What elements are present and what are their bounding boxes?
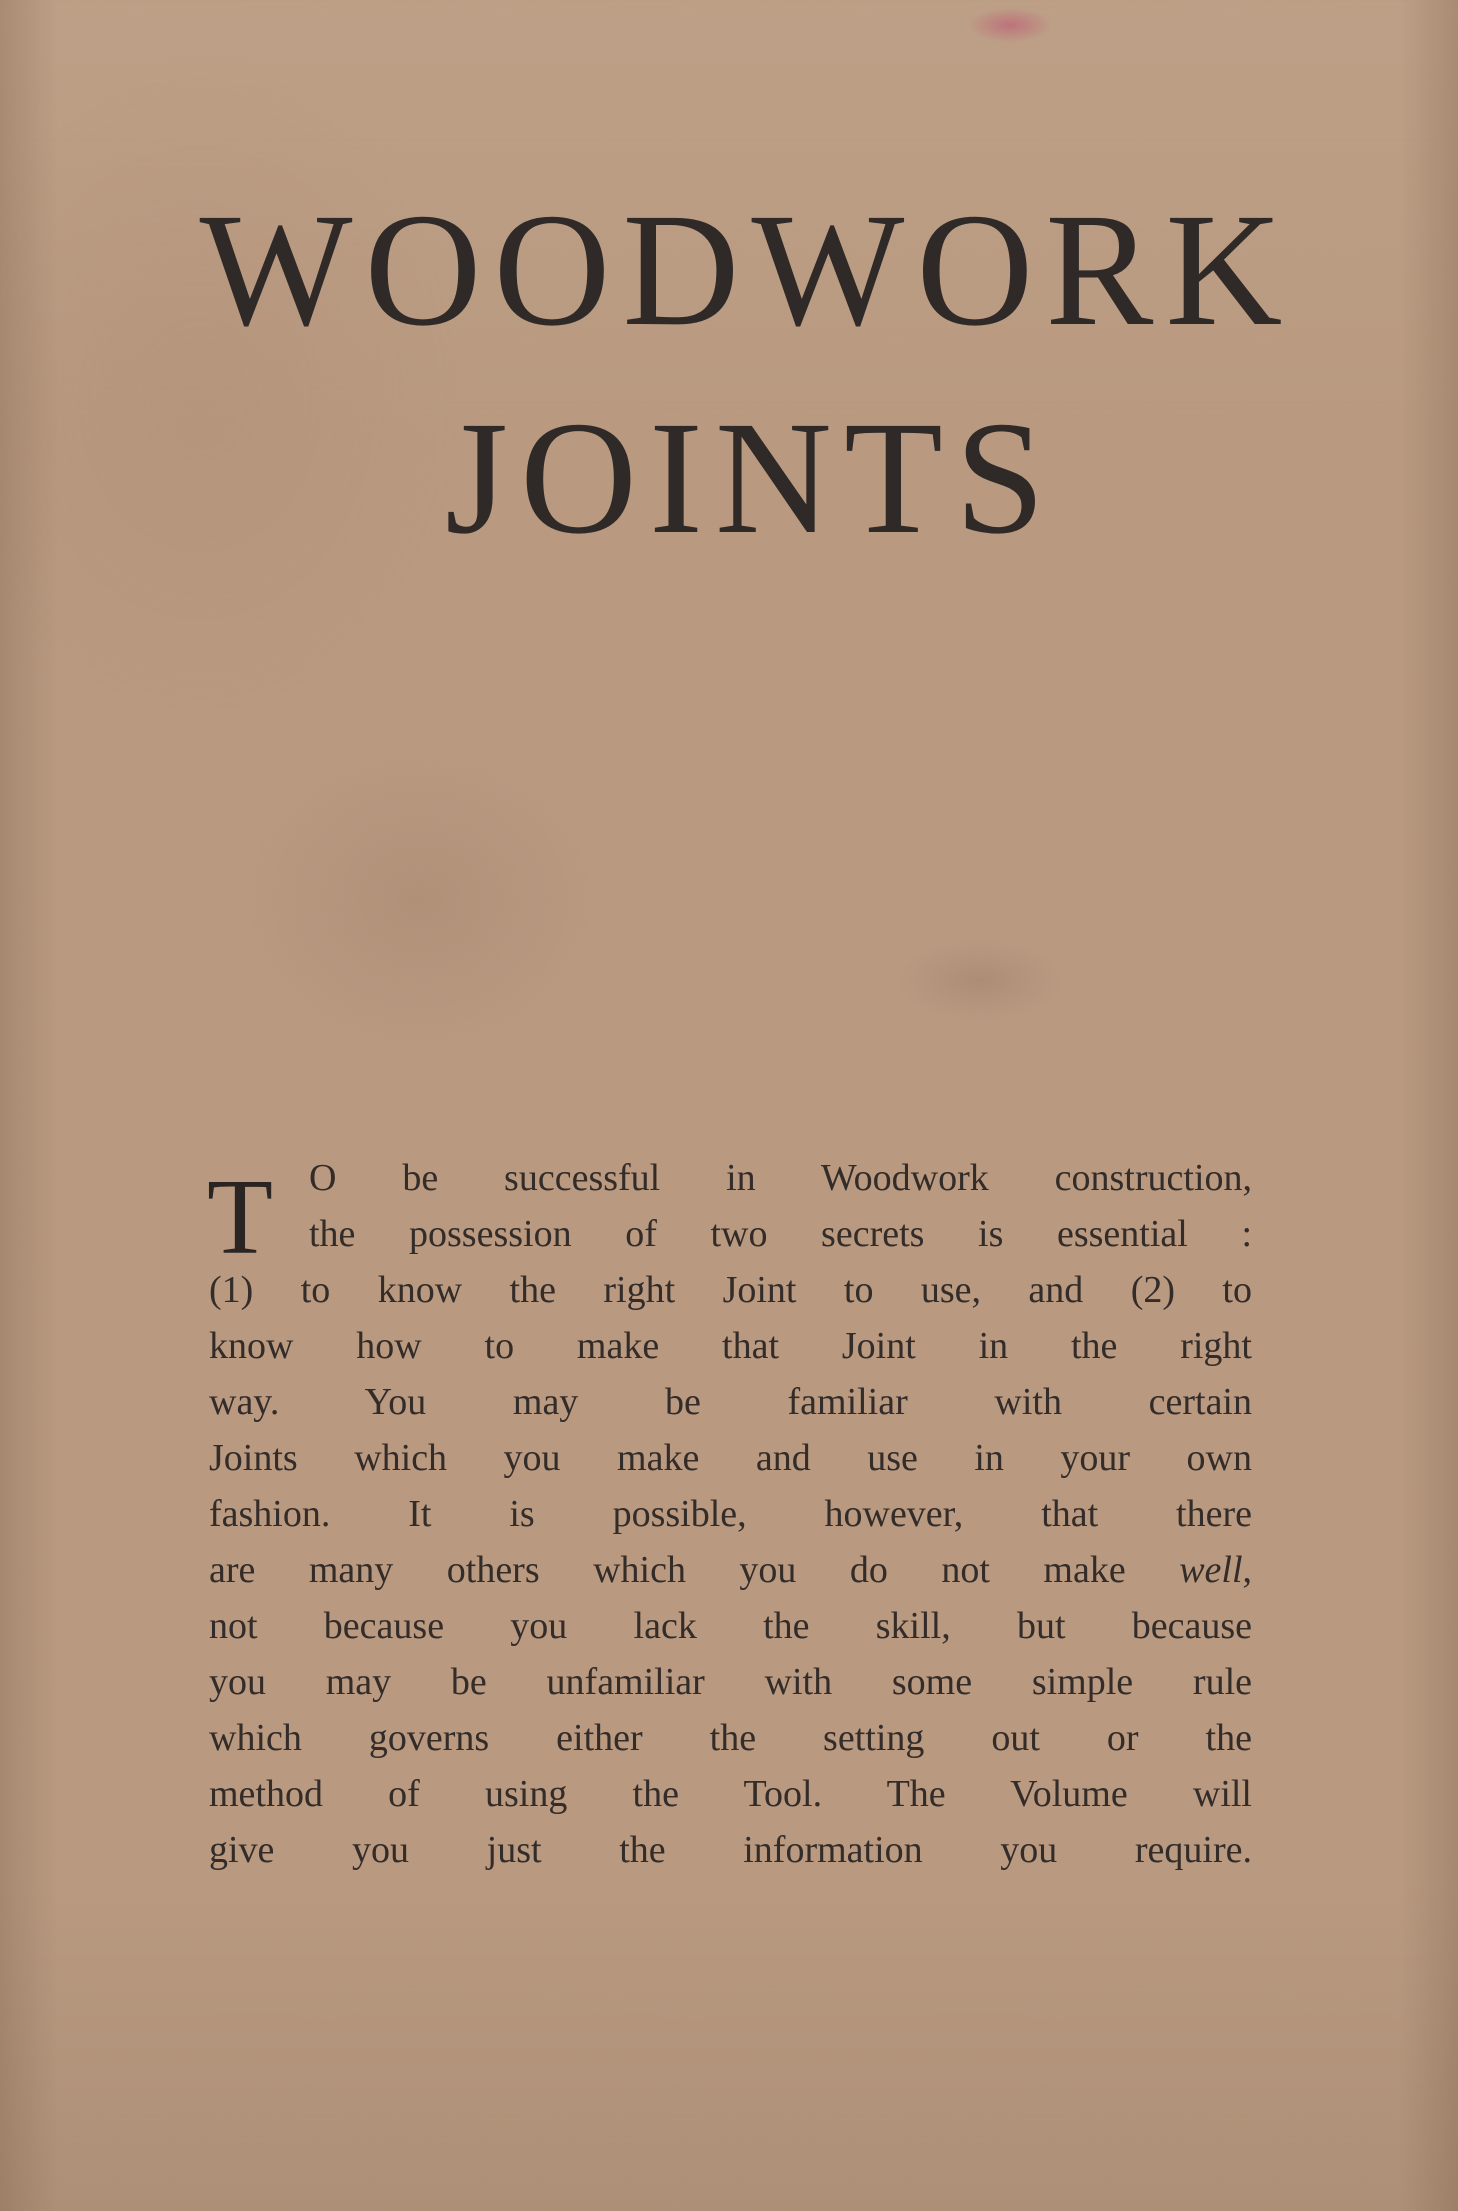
blurb-line: the possession of two secrets is essential : <box>309 1213 1252 1255</box>
cover-title-woodwork: WOODWORK <box>199 181 1295 360</box>
blurb-line: O be successful in Woodwork construction, <box>309 1157 1252 1199</box>
drop-cap: T <box>207 1158 273 1277</box>
blurb-line: way. You may be familiar with certain <box>209 1381 1252 1423</box>
blurb-line-with-italic <box>209 1542 1252 1598</box>
blurb-line: give you just the information you require. <box>209 1829 1252 1871</box>
blurb-line: Joints which you make and use in your own <box>209 1437 1252 1479</box>
comma: , <box>1242 1549 1253 1591</box>
blurb-line: which governs either the setting out or the <box>209 1717 1252 1759</box>
cover-title-joints: JOINTS <box>444 389 1058 568</box>
blurb-line: (1) to know the right Joint to use, and (2) to <box>209 1269 1252 1311</box>
italic-word: well <box>1179 1549 1243 1591</box>
cover-blurb <box>209 1150 1252 1878</box>
blurb-line-text: are many others which you do not make <box>209 1549 1126 1591</box>
blurb-line: fashion. It is possible, however, that there <box>209 1493 1252 1535</box>
blurb-line: know how to make that Joint in the right <box>209 1325 1252 1367</box>
blurb-line: not because you lack the skill, but because <box>209 1605 1252 1647</box>
blurb-line: you may be unfamiliar with some simple rule <box>209 1661 1252 1703</box>
blurb-line: method of using the Tool. The Volume will <box>209 1773 1252 1815</box>
